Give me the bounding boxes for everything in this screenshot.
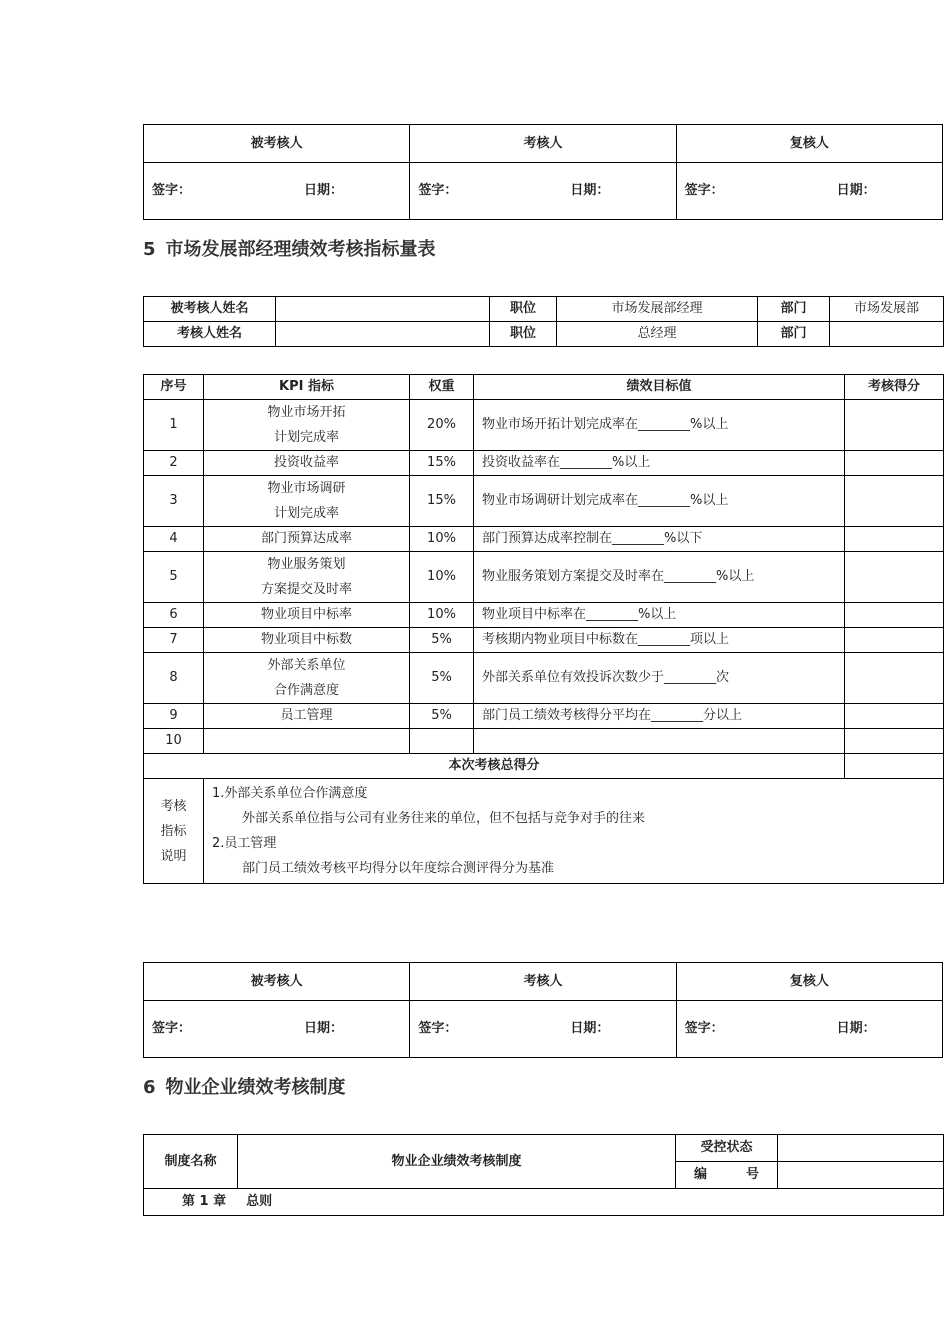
regulation-name-label: 制度名称 <box>144 1135 238 1189</box>
notes-label-line: 考核 <box>160 798 187 814</box>
weight: 5% <box>410 653 474 704</box>
regulation-table <box>143 1134 943 1216</box>
row-no: 10 <box>144 729 204 754</box>
table-row <box>144 527 944 552</box>
target: 物业服务策划方案提交及时率在________%以上 <box>474 552 845 603</box>
kpi-table <box>143 374 943 884</box>
row-no: 2 <box>144 451 204 476</box>
department-label: 部门 <box>758 322 830 347</box>
chapter-title: 总则 <box>246 1194 273 1209</box>
reviewer-sign-cell[interactable] <box>410 163 676 220</box>
kpi-name: 物业项目中标数 <box>204 628 410 653</box>
date-label: 日期： <box>570 183 610 198</box>
info-table <box>143 296 943 347</box>
reviewee-header: 被考核人 <box>144 963 410 1001</box>
row-no: 8 <box>144 653 204 704</box>
date-label: 日期： <box>836 183 876 198</box>
reviewee-name-label: 被考核人姓名 <box>144 297 276 322</box>
re-reviewer-sign-cell[interactable] <box>676 163 942 220</box>
col-header-score: 考核得分 <box>845 375 944 400</box>
weight: 15% <box>410 451 474 476</box>
row-no: 7 <box>144 628 204 653</box>
section-title: 物业企业绩效考核制度 <box>165 1077 346 1098</box>
table-row <box>144 704 944 729</box>
score-field[interactable] <box>845 603 944 628</box>
kpi-line-2: 合作满意度 <box>273 683 339 698</box>
note-item-title: 2.员工管理 <box>212 836 277 851</box>
target: 物业项目中标率在________%以上 <box>474 603 845 628</box>
kpi-name <box>204 653 410 704</box>
row-no: 6 <box>144 603 204 628</box>
regulation-name-value: 物业企业绩效考核制度 <box>238 1135 676 1189</box>
score-field[interactable] <box>845 527 944 552</box>
row-no: 3 <box>144 476 204 527</box>
score-field[interactable] <box>845 729 944 754</box>
chapter-heading <box>144 1189 944 1216</box>
reviewee-name-field[interactable] <box>276 297 490 322</box>
date-label: 日期： <box>570 1021 610 1036</box>
serial-number-field[interactable] <box>778 1162 944 1189</box>
reviewer-header: 考核人 <box>410 963 676 1001</box>
target: 外部关系单位有效投诉次数少于________次 <box>474 653 845 704</box>
kpi-name: 物业项目中标率 <box>204 603 410 628</box>
position-value: 市场发展部经理 <box>557 297 758 322</box>
weight: 10% <box>410 552 474 603</box>
col-header-no: 序号 <box>144 375 204 400</box>
reviewer-header: 考核人 <box>410 125 676 163</box>
total-score-field[interactable] <box>845 754 944 779</box>
row-no: 5 <box>144 552 204 603</box>
serial-number-label: 编 号 <box>676 1162 778 1189</box>
weight: 10% <box>410 527 474 552</box>
score-field[interactable] <box>845 400 944 451</box>
target[interactable] <box>474 729 845 754</box>
score-field[interactable] <box>845 628 944 653</box>
position-label: 职位 <box>490 322 557 347</box>
score-field[interactable] <box>845 704 944 729</box>
table-row <box>144 451 944 476</box>
target: 部门预算达成率控制在________%以下 <box>474 527 845 552</box>
table-row <box>144 628 944 653</box>
reviewee-sign-cell[interactable] <box>144 1001 410 1058</box>
re-reviewer-header: 复核人 <box>676 963 942 1001</box>
table-row <box>144 552 944 603</box>
notes-label-line: 指标 <box>160 823 187 839</box>
row-no: 1 <box>144 400 204 451</box>
weight: 10% <box>410 603 474 628</box>
row-no: 4 <box>144 527 204 552</box>
date-label: 日期： <box>836 1021 876 1036</box>
table-row <box>144 476 944 527</box>
score-field[interactable] <box>845 451 944 476</box>
sign-label: 签字： <box>418 1021 458 1036</box>
table-row <box>144 653 944 704</box>
sign-label: 签字： <box>152 183 192 198</box>
position-label: 职位 <box>490 297 557 322</box>
date-label: 日期： <box>304 1021 344 1036</box>
target: 物业市场调研计划完成率在________%以上 <box>474 476 845 527</box>
re-reviewer-header: 复核人 <box>676 125 942 163</box>
control-status-field[interactable] <box>778 1135 944 1162</box>
signature-table-bottom <box>143 962 943 1058</box>
table-row <box>144 729 944 754</box>
reviewer-name-label: 考核人姓名 <box>144 322 276 347</box>
kpi-name[interactable] <box>204 729 410 754</box>
weight: 5% <box>410 704 474 729</box>
kpi-line-2: 计划完成率 <box>273 430 339 445</box>
reviewee-sign-cell[interactable] <box>144 163 410 220</box>
department-value[interactable] <box>830 322 944 347</box>
kpi-name <box>204 552 410 603</box>
target: 投资收益率在________%以上 <box>474 451 845 476</box>
section-5-heading <box>143 235 436 261</box>
reviewee-header: 被考核人 <box>144 125 410 163</box>
section-title: 市场发展部经理绩效考核指标量表 <box>165 239 436 260</box>
col-header-weight: 权重 <box>410 375 474 400</box>
weight: 15% <box>410 476 474 527</box>
weight: 5% <box>410 628 474 653</box>
table-row <box>144 400 944 451</box>
note-item-text: 部门员工绩效考核平均得分以年度综合测评得分为基准 <box>242 861 555 876</box>
kpi-line-1: 物业服务策划 <box>267 557 346 572</box>
date-label: 日期： <box>304 183 344 198</box>
chapter-number: 第 1 章 <box>182 1194 227 1209</box>
kpi-name <box>204 400 410 451</box>
department-label: 部门 <box>758 297 830 322</box>
sign-label: 签字： <box>684 183 724 198</box>
notes-label <box>144 779 204 884</box>
kpi-name <box>204 476 410 527</box>
kpi-name: 部门预算达成率 <box>204 527 410 552</box>
re-reviewer-sign-cell[interactable] <box>676 1001 942 1058</box>
section-number: 5 <box>143 239 156 260</box>
notes-content <box>204 779 944 884</box>
sign-label: 签字： <box>684 1021 724 1036</box>
target: 考核期内物业项目中标数在________项以上 <box>474 628 845 653</box>
col-header-kpi: KPI 指标 <box>204 375 410 400</box>
reviewer-sign-cell[interactable] <box>410 1001 676 1058</box>
target: 物业市场开拓计划完成率在________%以上 <box>474 400 845 451</box>
kpi-line-2: 计划完成率 <box>273 506 339 521</box>
score-field[interactable] <box>845 653 944 704</box>
position-value: 总经理 <box>557 322 758 347</box>
section-number: 6 <box>143 1077 156 1098</box>
reviewer-name-field[interactable] <box>276 322 490 347</box>
note-item-text: 外部关系单位指与公司有业务往来的单位，但不包括与竞争对手的往来 <box>242 811 646 826</box>
control-status-label: 受控状态 <box>676 1135 778 1162</box>
department-value: 市场发展部 <box>830 297 944 322</box>
weight: 20% <box>410 400 474 451</box>
kpi-line-2: 方案提交及时率 <box>260 582 352 597</box>
kpi-line-1: 物业市场调研 <box>267 481 346 496</box>
section-6-heading <box>143 1073 346 1099</box>
notes-label-line: 说明 <box>160 848 187 864</box>
signature-table-top <box>143 124 943 220</box>
table-row <box>144 603 944 628</box>
score-field[interactable] <box>845 552 944 603</box>
kpi-name: 投资收益率 <box>204 451 410 476</box>
col-header-target: 绩效目标值 <box>474 375 845 400</box>
score-field[interactable] <box>845 476 944 527</box>
weight[interactable] <box>410 729 474 754</box>
target: 部门员工绩效考核得分平均在________分以上 <box>474 704 845 729</box>
note-item-title: 1.外部关系单位合作满意度 <box>212 786 368 801</box>
kpi-name: 员工管理 <box>204 704 410 729</box>
kpi-line-1: 物业市场开拓 <box>267 405 346 420</box>
total-score-label: 本次考核总得分 <box>144 754 845 779</box>
row-no: 9 <box>144 704 204 729</box>
sign-label: 签字： <box>418 183 458 198</box>
kpi-line-1: 外部关系单位 <box>267 658 346 673</box>
sign-label: 签字： <box>152 1021 192 1036</box>
